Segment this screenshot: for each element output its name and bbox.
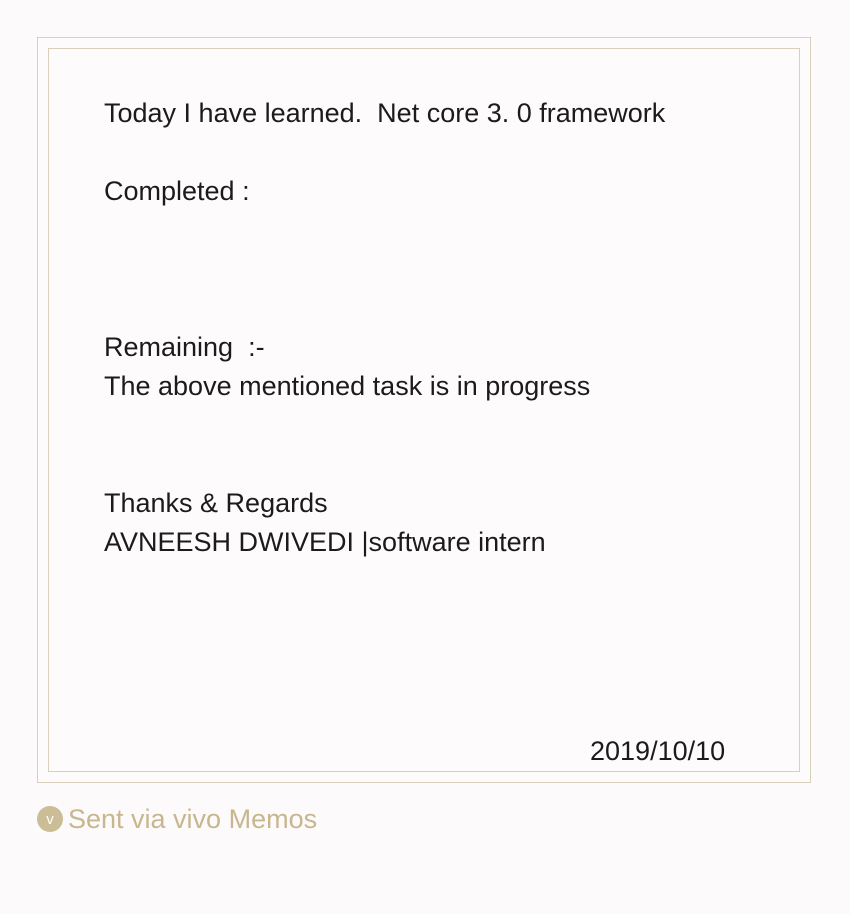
memo-line: Today I have learned. Net core 3. 0 framework — [104, 98, 666, 128]
memo-line: The above mentioned task is in progress — [104, 371, 591, 401]
memo-line — [104, 133, 744, 172]
memo-date: 2019/10/10 — [590, 736, 726, 766]
memo-body — [104, 94, 744, 562]
vivo-logo-icon: v — [37, 806, 63, 832]
memo-line — [104, 211, 744, 250]
memo-line — [104, 250, 744, 289]
memo-line: AVNEESH DWIVEDI |software intern — [104, 527, 546, 557]
memo-line — [104, 445, 744, 484]
memo-line — [104, 406, 744, 445]
sent-via-footer — [37, 803, 317, 835]
memo-line: Remaining :- — [104, 332, 265, 362]
memo-line — [104, 289, 744, 328]
memo-line: Completed : — [104, 176, 250, 206]
sent-via-label: Sent via vivo Memos — [68, 804, 318, 834]
memo-line: Thanks & Regards — [104, 488, 328, 518]
